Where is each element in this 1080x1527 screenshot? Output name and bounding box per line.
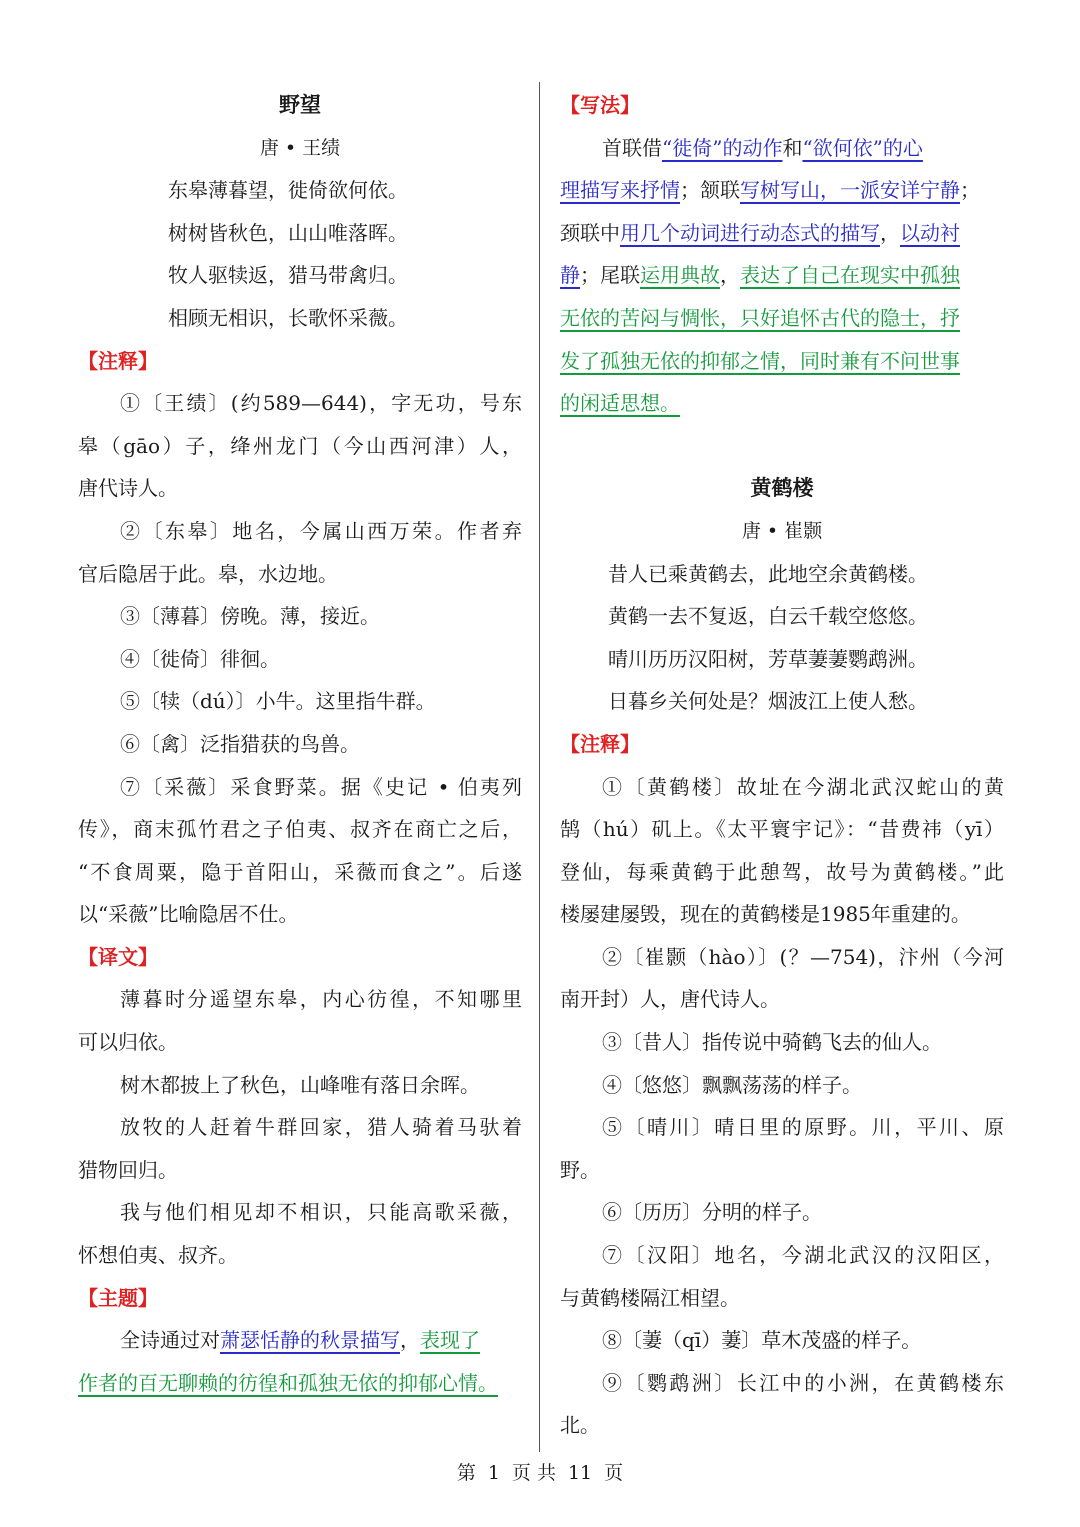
method-line (560, 212, 1004, 255)
note-line: ⑦〔采薇〕采食野菜。据《史记 • 伯夷列 (120, 774, 522, 799)
method-text: 首联借 (602, 135, 662, 160)
note-line: “不食周粟，隐于首阳山，采薇而食之”。后遂 (78, 859, 522, 884)
poem-line: 树树皆秋色，山山唯落晖。 (168, 220, 408, 245)
note-line: 登仙，每乘黄鹤于此憩驾，故号为黄鹤楼。”此 (560, 859, 1004, 884)
note-line: 以“采薇”比喻隐居不仕。 (78, 902, 299, 927)
method-text: ；尾联 (580, 263, 640, 288)
method-line (560, 169, 1004, 212)
method-text: 和 (782, 135, 803, 160)
method-line (560, 382, 1004, 425)
translation-line: 放牧的人赶着牛群回家，猎人骑着马驮着 (120, 1115, 522, 1140)
translation-line: 可以归依。 (78, 1030, 178, 1055)
right-column (560, 84, 1004, 1447)
method-highlight-blue: 理描写来抒情 (560, 178, 680, 203)
poem-author: 唐 • 崔颢 (741, 519, 823, 542)
notes-heading: 【注释】 (78, 348, 158, 373)
method-line (560, 340, 1004, 383)
translation-line: 猎物回归。 (78, 1157, 178, 1182)
poem-title: 黄鹤楼 (750, 476, 814, 501)
method-line (560, 254, 1004, 297)
method-line (560, 297, 1004, 340)
theme-text: ， (400, 1328, 420, 1353)
note-line: 官后隐居于此。皋，水边地。 (78, 561, 338, 586)
poem-title: 野望 (279, 93, 321, 117)
method-highlight-blue: “欲何依”的心 (802, 135, 923, 160)
note-line: 楼屡建屡毁，现在的黄鹤楼是1985年重建的。 (560, 902, 971, 927)
theme-heading: 【主题】 (78, 1285, 158, 1310)
poem-line: 日暮乡关何处是？烟波江上使人愁。 (608, 689, 928, 714)
note-line: 鹄（hú）矶上。《太平寰宇记》：“昔费祎（yī） (560, 817, 1004, 842)
method-highlight-blue: 写树写山，一派安详宁静 (740, 178, 960, 203)
poem-author: 唐 • 王绩 (259, 136, 341, 159)
method-highlight-green: 的闲适思想。 (560, 391, 680, 416)
poem-line: 东皋薄暮望，徙倚欲何依。 (168, 178, 408, 203)
translation-line: 薄暮时分遥望东皋，内心彷徨，不知哪里 (120, 987, 522, 1012)
method-highlight-green: 运用典故 (640, 263, 720, 288)
note-line: ⑤〔晴川〕晴日里的原野。川，平川、原 (602, 1115, 1004, 1140)
note-line: ④〔悠悠〕飘飘荡荡的样子。 (602, 1072, 862, 1097)
theme-highlight-green: 作者的百无聊赖的彷徨和孤独无依的抑郁心情。 (78, 1370, 498, 1395)
section-spacer (560, 425, 1004, 468)
note-line: 与黄鹤楼隔江相望。 (560, 1285, 740, 1310)
translation-line: 我与他们相见却不相识，只能高歌采薇， (120, 1200, 522, 1225)
note-line: ②〔东皋〕地名，今属山西万荣。作者弃 (120, 518, 522, 543)
method-line (560, 127, 1004, 170)
method-highlight-green: 发了孤独无依的抑郁之情，同时兼有不问世事 (560, 348, 960, 373)
theme-line (78, 1319, 522, 1362)
theme-highlight-blue: 萧瑟恬静的秋景描写 (220, 1328, 400, 1353)
method-highlight-blue: “徙倚”的动作 (662, 135, 783, 160)
method-highlight-green: 无依的苦闷与惆怅，只好追怀古代的隐士，抒 (560, 305, 960, 330)
method-highlight-green: 表达了自己在现实中孤独 (740, 263, 960, 288)
note-line: 野。 (560, 1157, 600, 1182)
method-text: ；颔联 (680, 178, 740, 203)
note-line: ⑧〔萋（qī）萋〕草木茂盛的样子。 (602, 1328, 922, 1353)
theme-line (78, 1362, 522, 1405)
note-line: ⑤〔犊（dú）〕小牛。这里指牛群。 (120, 689, 436, 714)
poem-line: 黄鹤一去不复返，白云千载空悠悠。 (608, 604, 928, 629)
note-line: ①〔王绩〕(约589—644)，字无功，号东 (120, 391, 522, 416)
poem-line: 牧人驱犊返，猎马带禽归。 (168, 263, 408, 288)
method-heading: 【写法】 (560, 93, 640, 117)
column-divider (539, 82, 540, 1452)
note-line: ⑥〔历历〕分明的样子。 (602, 1200, 822, 1225)
theme-text: 全诗通过对 (120, 1328, 220, 1353)
poem-line: 相顾无相识，长歌怀采薇。 (168, 305, 408, 330)
method-highlight-blue: 静 (560, 263, 580, 288)
page-footer (0, 1458, 1080, 1485)
theme-highlight-green: 表现了 (420, 1328, 480, 1353)
note-line: ②〔崔颢（hào）〕(？—754)，汴州（今河 (602, 944, 1004, 969)
note-line: ⑥〔禽〕泛指猎获的鸟兽。 (120, 731, 360, 756)
note-line: ③〔昔人〕指传说中骑鹤飞去的仙人。 (602, 1030, 942, 1055)
footer-suffix: 页 (604, 1462, 624, 1484)
notes-heading: 【注释】 (560, 731, 640, 756)
method-text: ； (960, 178, 980, 203)
note-line: 北。 (560, 1413, 600, 1438)
footer-prefix: 第 (456, 1462, 476, 1484)
note-line: 南开封）人，唐代诗人。 (560, 987, 780, 1012)
method-highlight-blue: 以动衬 (900, 220, 960, 245)
note-line: 皋（gāo）子，绛州龙门（今山西河津）人， (78, 433, 522, 458)
translation-line: 怀想伯夷、叔齐。 (78, 1243, 238, 1268)
method-text: 颈联中 (560, 220, 620, 245)
poem-line: 昔人已乘黄鹤去，此地空余黄鹤楼。 (608, 561, 928, 586)
method-text: ， (880, 220, 900, 245)
note-line: 传》，商末孤竹君之子伯夷、叔齐在商亡之后， (78, 817, 522, 842)
note-line: ⑨〔鹦鹉洲〕长江中的小洲，在黄鹤楼东 (602, 1370, 1004, 1395)
method-text: ， (720, 263, 740, 288)
footer-mid: 页 共 (511, 1462, 556, 1484)
note-line: 唐代诗人。 (78, 476, 178, 501)
poem-line: 晴川历历汉阳树，芳草萋萋鹦鹉洲。 (608, 646, 928, 671)
left-column (78, 84, 522, 1404)
footer-page-number: 1 (487, 1462, 500, 1484)
note-line: ④〔徙倚〕徘徊。 (120, 646, 280, 671)
translation-heading: 【译文】 (78, 944, 158, 969)
translation-line: 树木都披上了秋色，山峰唯有落日余晖。 (120, 1072, 480, 1097)
footer-total-pages: 11 (567, 1462, 593, 1484)
note-line: ⑦〔汉阳〕地名，今湖北武汉的汉阳区， (602, 1243, 1004, 1268)
note-line: ③〔薄暮〕傍晚。薄，接近。 (120, 604, 380, 629)
method-highlight-blue: 用几个动词进行动态式的描写 (620, 220, 880, 245)
note-line: ①〔黄鹤楼〕故址在今湖北武汉蛇山的黄 (602, 774, 1004, 799)
